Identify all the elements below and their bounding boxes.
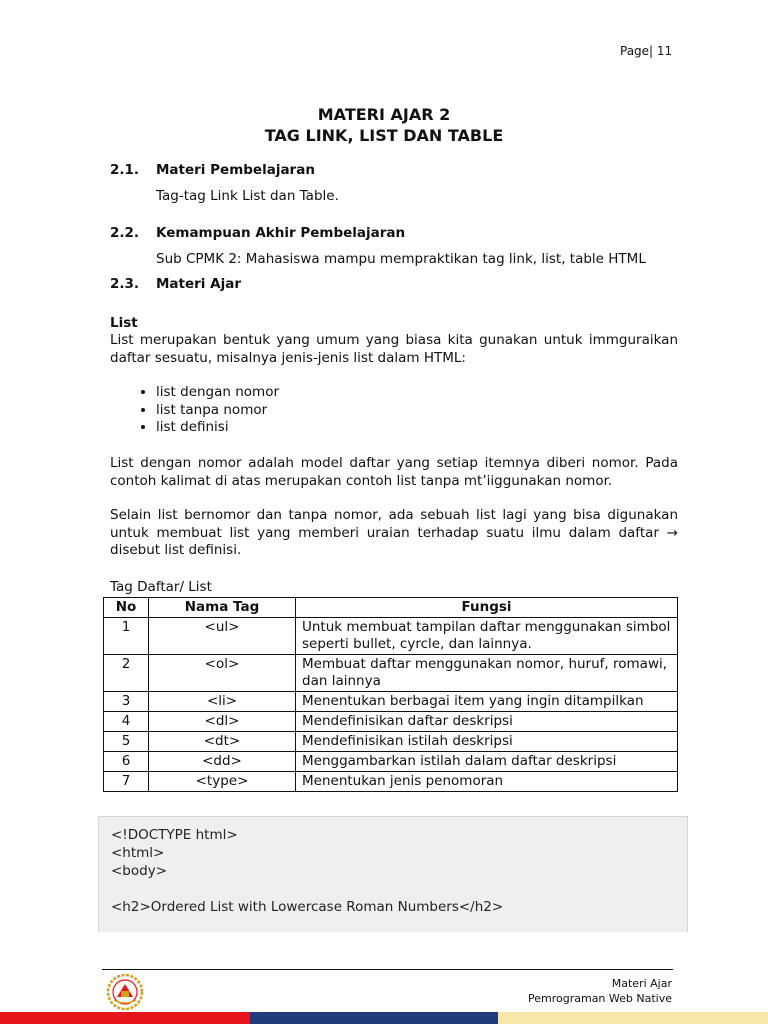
column-header: Fungsi (296, 598, 678, 618)
table-row (104, 712, 678, 732)
footer-course: Pemrograman Web Native (528, 992, 672, 1005)
row-number: 2 (104, 655, 149, 692)
tag-name: <ul> (149, 618, 296, 655)
tag-function: Menentukan jenis penomoran (296, 772, 678, 792)
footer-divider (102, 969, 673, 970)
table-row (104, 772, 678, 792)
tag-function: Untuk membuat tampilan daftar menggunakan simbol seperti bullet, cyrcle, dan lainnya. (296, 618, 678, 655)
footer-bar-yellow (498, 1012, 768, 1024)
section-title: Kemampuan Akhir Pembelajaran (156, 225, 406, 241)
table-row (104, 655, 678, 692)
footer-label: Materi Ajar (611, 977, 672, 990)
section-body: Sub CPMK 2: Mahasiswa mampu mempraktikan tag link, list, table HTML (156, 251, 646, 267)
row-number: 3 (104, 692, 149, 712)
tag-table (103, 597, 678, 792)
intro-paragraph: List merupakan bentuk yang umum yang biasa kita gunakan untuk immguraikan daftar sesuatu, misalnya jenis-jenis list dalam HTML: (110, 332, 678, 366)
column-header: No (104, 598, 149, 618)
row-number: 1 (104, 618, 149, 655)
chapter-subtitle: TAG LINK, LIST DAN TABLE (264, 126, 504, 145)
section-number: 2.2. (110, 225, 140, 241)
chapter-title: MATERI AJAR 2 (317, 105, 451, 124)
definition-list-paragraph: Selain list bernomor dan tanpa nomor, ada sebuah list lagi yang bisa digunakan untuk membuat list yang memberi uraian terhadap suatu ilmu dalam daftar → disebut list definisi. (110, 507, 678, 558)
table-header-row (104, 598, 678, 618)
code-line: <!DOCTYPE html> (111, 827, 238, 843)
code-line: <html> (111, 845, 165, 861)
row-number: 5 (104, 732, 149, 752)
numbered-list-paragraph: List dengan nomor adalah model daftar yang setiap itemnya diberi nomor. Pada contoh kalimat di atas merupakan contoh list tanpa mt’iiggunakan nomor. (110, 455, 678, 489)
tag-function: Mendefinisikan daftar deskripsi (296, 712, 678, 732)
column-header: Nama Tag (149, 598, 296, 618)
page-number: Page| 11 (620, 44, 673, 58)
table-row (104, 618, 678, 655)
tag-function: Membuat daftar menggunakan nomor, huruf, romawi, dan lainnya (296, 655, 678, 692)
table-row (104, 692, 678, 712)
row-number: 6 (104, 752, 149, 772)
table-caption: Tag Daftar/ List (110, 579, 212, 595)
list-item: • list dengan nomor (156, 384, 279, 402)
table-row (104, 732, 678, 752)
section-title: Materi Ajar (156, 276, 241, 292)
footer-bar-blue (250, 1012, 498, 1024)
tag-name: <dl> (149, 712, 296, 732)
tag-function: Menentukan berbagai item yang ingin ditampilkan (296, 692, 678, 712)
tag-name: <dd> (149, 752, 296, 772)
university-seal-icon (105, 973, 145, 1011)
tag-name: <li> (149, 692, 296, 712)
tag-name: <type> (149, 772, 296, 792)
html-list-types (110, 384, 279, 437)
footer-bar-red (0, 1012, 250, 1024)
code-example-box (98, 816, 688, 932)
list-item: • list definisi (156, 419, 279, 437)
code-line: <body> (111, 863, 168, 879)
row-number: 4 (104, 712, 149, 732)
code-line: <h2>Ordered List with Lowercase Roman Numbers</h2> (111, 899, 504, 915)
tag-function: Mendefinisikan istilah deskripsi (296, 732, 678, 752)
row-number: 7 (104, 772, 149, 792)
tag-name: <ol> (149, 655, 296, 692)
list-heading: List (110, 315, 138, 331)
section-title: Materi Pembelajaran (156, 162, 315, 178)
tag-name: <dt> (149, 732, 296, 752)
list-item: • list tanpa nomor (156, 402, 279, 420)
section-body: Tag-tag Link List dan Table. (156, 188, 339, 204)
table-row (104, 752, 678, 772)
tag-function: Menggambarkan istilah dalam daftar deskripsi (296, 752, 678, 772)
section-number: 2.1. (110, 162, 140, 178)
section-number: 2.3. (110, 276, 140, 292)
